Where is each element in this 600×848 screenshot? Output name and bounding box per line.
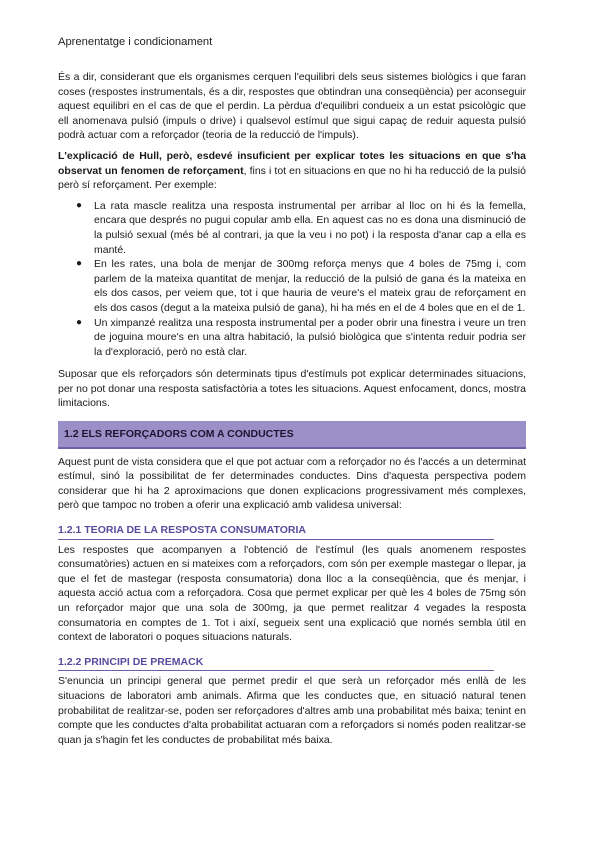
bullet-icon: ●	[76, 258, 83, 270]
list-item	[58, 257, 526, 315]
bullet-icon: ●	[76, 199, 83, 211]
list-item	[58, 316, 526, 360]
bullet-icon: ●	[76, 316, 83, 328]
paragraph-hull	[58, 149, 526, 193]
section-heading: 1.2 ELS REFORÇADORS COM A CONDUCTES	[58, 421, 526, 449]
list-item	[58, 199, 526, 257]
section-intro: Aquest punt de vista considera que el que pot actuar com a reforçador no és l'accés a un determinat estímul, sinó la possibilitat de fer determinades conductes. Dins d'aquesta perspectiva podem considerar que hi ha 2 aproximacions que donen explicacions progressivament més complexes, però que tampoc no troben a oferir una explicació amb validesa universal:	[58, 455, 526, 512]
subsection-heading-premack: 1.2.2 PRINCIPI DE PREMACK	[58, 655, 494, 672]
document-body	[58, 70, 526, 753]
running-header: Aprenentatge i condicionament	[58, 36, 213, 48]
list-item-text: Un ximpanzé realitza una resposta instrumental per a poder obrir una finestra i veure un tren de joguina moure's en una altra habitació, la pulsió biològica que s'intenta reduir podria ser la d'exploració, però no està clar.	[94, 316, 526, 358]
paragraph-limitacions: Suposar que els reforçadors són determinats tipus d'estímuls pot explicar determinades situacions, per no pot donar una resposta satisfactòria a totes les situacions. Aquest enfocament, doncs, mostra limitacions.	[58, 368, 526, 410]
hull-statement-rest: , fins i tot en situacions en que no hi ha reducció de la pulsió però sí reforçament. Per exemple:	[58, 164, 526, 192]
list-item-text: La rata mascle realitza una resposta instrumental per arribar al lloc on hi és la femella, encara que després no pugui copular amb ella. En aquest cas no es dona una disminució de la pulsió sexual (més bé al contrari, ja que la veu i no pot) i la resposta d'anar cap a ella es manté.	[94, 199, 526, 256]
subsection-text-premack: S'enuncia un principi general que permet predir el que serà un reforçador més enllà de les situacions de laboratori amb animals. Afirma que les conductes que, en situació natural tenen probabilitat de realitzar-se, poden ser reforçadores d'altres amb una probabilitat més baixa; tenint en compte que les conductes d'alta probabilitat actuaran com a reforçadors si només poden realitzar-se quan ja s'hagin fet les conductes de probabilitat més baixa.	[58, 675, 526, 746]
list-item-text: En les rates, una bola de menjar de 300mg reforça menys que 4 boles de 75mg i, com parlem de la mateixa quantitat de menjar, la reducció de la pulsió de gana és la mateixa en els dos casos, per veiem que, tot i que hauria de veure's el mateix grau de reforçament en els dos casos (degut a la mateixa pulsió de gana), hi ha més en el de 4 boles que en el de 1.	[94, 258, 526, 314]
subsection-heading-consumatoria: 1.2.1 TEORIA DE LA RESPOSTA CONSUMATORIA	[58, 523, 494, 540]
hull-bold-statement: L'explicació de Hull, però, esdevé insuficient per explicar totes les situacions en que s'ha observat un fenomen de reforçament	[58, 149, 526, 177]
subsection-text-consumatoria: Les respostes que acompanyen a l'obtenció de l'estímul (les quals anomenem respostes consumatòries) actuen en si mateixes com a reforçadors, com són per exemple mastegar o llepar, ja que el fet de mastegar (resposta consumatoria) dona lloc a la conseqüència, que és menjar, i aquesta acció actua com a reforçadora. Cosa que permet explicar per què les 4 boles de 75mg són un reforçador major que una sola de 300mg, ja que permet realitzar 4 vegades la resposta consumatoria en comptes de 1. Tot i així, segueix sent una explicació que només sembla útil en context de laboratori o poques situacions naturals.	[58, 543, 526, 644]
paragraph-equilibri: És a dir, considerant que els organismes cerquen l'equilibri dels seus sistemes biològics i que faran coses (respostes instrumentals, és a dir, respostes que obtindran una conseqüència) per aconseguir aquest equilibri en el cas de que el perdin. La pèrdua d'equilibri condueix a un estat psicològic que ell anomenava pulsió (impuls o drive) i qualsevol estímul que sigui capaç de reduir aquesta pulsió podrà actuar com a reforçador (teoria de la reducció de l'impuls).	[58, 71, 526, 142]
examples-list	[58, 199, 526, 360]
